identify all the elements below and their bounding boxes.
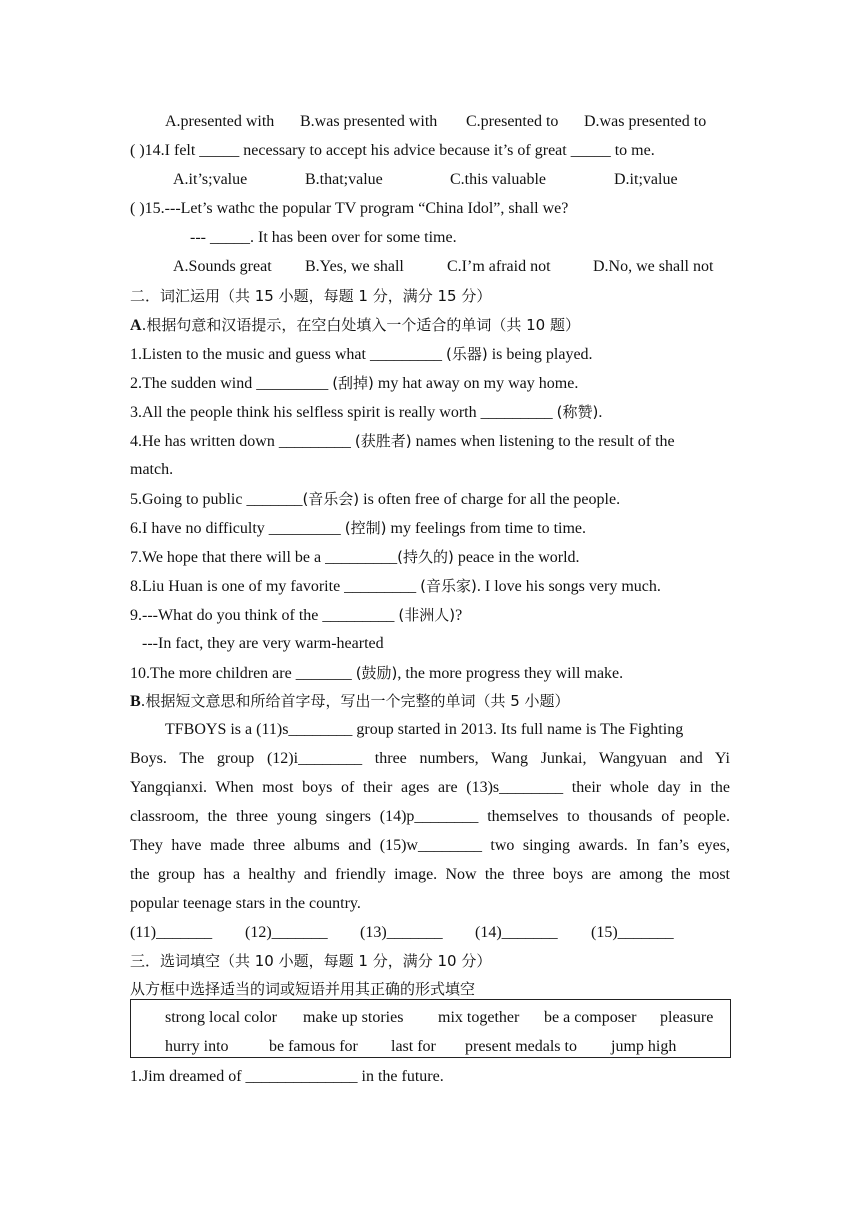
q15-stem: ( )15.---Let’s wathc the popular TV program “China Idol”, shall we? xyxy=(130,200,569,217)
passage-line-7: popular teenage stars in the country. xyxy=(130,895,361,912)
vocab-item-text: my feelings from time to time. xyxy=(386,520,587,537)
word-bank-item: be a composer xyxy=(544,1009,637,1026)
word-bank-item: hurry into xyxy=(165,1038,229,1055)
answer-blank-15[interactable]: (15)_______ xyxy=(591,924,674,941)
vocab-item-10 xyxy=(130,662,730,685)
part-a-heading xyxy=(130,314,730,337)
q14-option-d: D.it;value xyxy=(614,171,678,188)
vocab-item-text: 4.He has written down _________ xyxy=(130,433,355,450)
q13-option-a: A.presented with xyxy=(165,113,275,130)
answer-blank-14[interactable]: (14)_______ xyxy=(475,924,558,941)
vocab-item-text: my hat away on my way home. xyxy=(373,375,579,392)
vocab-item-text: 5.Going to public _______ xyxy=(130,491,303,508)
passage-line-2: Boys. The group (12)i________ three numbers, Wang Junkai, Wangyuan and Yi xyxy=(130,750,730,767)
vocab-item-8 xyxy=(130,575,730,598)
chinese-hint: (持久的) xyxy=(397,548,454,566)
vocab-item-7 xyxy=(130,546,730,569)
vocab-item-text: . xyxy=(598,404,603,421)
passage-line-3: Yangqianxi. When most boys of their ages are (13)s________ their whole day in the xyxy=(130,779,730,796)
vocab-item-text: 2.The sudden wind _________ xyxy=(130,375,333,392)
vocab-item-9-reply: ---In fact, they are very warm-hearted xyxy=(130,635,384,652)
chinese-hint: (控制) xyxy=(344,519,387,537)
q14-option-c: C.this valuable xyxy=(450,171,546,188)
passage-line-1: TFBOYS is a (11)s________ group started in 2013. Its full name is The Fighting xyxy=(165,721,684,738)
vocab-item-text: 8.Liu Huan is one of my favorite _________ xyxy=(130,578,421,595)
q13-option-b: B.was presented with xyxy=(300,113,438,130)
word-bank-item: strong local color xyxy=(165,1009,277,1026)
vocab-item-text: , the more progress they will make. xyxy=(397,665,624,682)
q14-stem: ( )14.I felt _____ necessary to accept his advice because it’s of great _____ to me. xyxy=(130,142,655,159)
q13-option-d: D.was presented to xyxy=(584,113,707,130)
chinese-hint: (称赞) xyxy=(556,403,599,421)
part-b-heading xyxy=(130,690,730,713)
answer-blank-12[interactable]: (12)_______ xyxy=(245,924,328,941)
word-bank-item: last for xyxy=(391,1038,436,1055)
section3-heading: 三．选词填空（共 10 小题，每题 1 分，满分 10 分） xyxy=(130,952,492,970)
section3-question-1: 1.Jim dreamed of ______________ in the future. xyxy=(130,1068,444,1085)
passage-line-5: They have made three albums and (15)w________ two singing awards. In fan’s eyes, xyxy=(130,837,730,854)
vocab-item-text: 7.We hope that there will be a _________ xyxy=(130,549,398,566)
vocab-item-4-continued: match. xyxy=(130,461,174,478)
section3-instruction: 从方框中选择适当的词或短语并用其正确的形式填空 xyxy=(130,980,476,998)
chinese-hint: (鼓励) xyxy=(355,664,398,682)
chinese-hint: (刮掉) xyxy=(332,374,374,392)
q14-option-a: A.it’s;value xyxy=(173,171,248,188)
q15-option-d: D.No, we shall not xyxy=(593,258,714,275)
vocab-item-text: peace in the world. xyxy=(453,549,580,566)
vocab-item-6 xyxy=(130,517,730,540)
part-a-letter: A xyxy=(130,317,142,334)
vocab-item-text: is being played. xyxy=(487,346,593,363)
q14-option-b: B.that;value xyxy=(305,171,383,188)
part-b-letter: B xyxy=(130,693,141,710)
answer-blank-13[interactable]: (13)_______ xyxy=(360,924,443,941)
vocab-item-text: 1.Listen to the music and guess what _________ xyxy=(130,346,446,363)
part-a-instruction: .根据句意和汉语提示，在空白处填入一个适合的单词（共 10 题） xyxy=(141,316,580,334)
vocab-item-3 xyxy=(130,401,730,424)
vocab-item-5 xyxy=(130,488,730,511)
vocab-item-text: 3.All the people think his selfless spirit is really worth _________ xyxy=(130,404,557,421)
q13-option-c: C.presented to xyxy=(466,113,559,130)
word-bank-item: be famous for xyxy=(269,1038,358,1055)
word-bank-item: mix together xyxy=(438,1009,520,1026)
chinese-hint: (获胜者) xyxy=(354,432,412,450)
chinese-hint: (音乐家) xyxy=(420,577,477,595)
q15-option-c: C.I’m afraid not xyxy=(447,258,551,275)
vocab-item-4 xyxy=(130,430,730,453)
vocab-item-text: 10.The more children are _______ xyxy=(130,665,356,682)
vocab-item-text: names when listening to the result of the xyxy=(411,433,675,450)
word-bank-item: pleasure xyxy=(660,1009,714,1026)
part-b-instruction: .根据短文意思和所给首字母，写出一个完整的单词（共 5 小题） xyxy=(140,692,570,710)
answer-blank-11[interactable]: (11)_______ xyxy=(130,924,213,941)
word-bank-box xyxy=(130,999,731,1058)
chinese-hint: (乐器) xyxy=(445,345,488,363)
vocab-item-text: ? xyxy=(455,607,463,624)
vocab-item-text: is often free of charge for all the people. xyxy=(359,491,621,508)
chinese-hint: (非洲人) xyxy=(398,606,456,624)
q15-option-a: A.Sounds great xyxy=(173,258,272,275)
word-bank-item: make up stories xyxy=(303,1009,404,1026)
q15-reply: --- _____. It has been over for some time. xyxy=(190,229,457,246)
word-bank-item: jump high xyxy=(611,1038,677,1055)
word-bank-item: present medals to xyxy=(465,1038,577,1055)
vocab-item-text: 6.I have no difficulty _________ xyxy=(130,520,345,537)
q15-option-b: B.Yes, we shall xyxy=(305,258,404,275)
passage-line-4: classroom, the three young singers (14)p________ themselves to thousands of people. xyxy=(130,808,730,825)
passage-line-6: the group has a healthy and friendly image. Now the three boys are among the most xyxy=(130,866,730,883)
vocab-item-1 xyxy=(130,343,730,366)
vocab-item-2 xyxy=(130,372,730,395)
section2-heading: 二．词汇运用（共 15 小题，每题 1 分，满分 15 分） xyxy=(130,287,492,305)
chinese-hint: (音乐会) xyxy=(302,490,360,508)
vocab-item-text: . I love his songs very much. xyxy=(476,578,661,595)
vocab-item-9 xyxy=(130,604,730,627)
vocab-item-text: 9.---What do you think of the _________ xyxy=(130,607,399,624)
